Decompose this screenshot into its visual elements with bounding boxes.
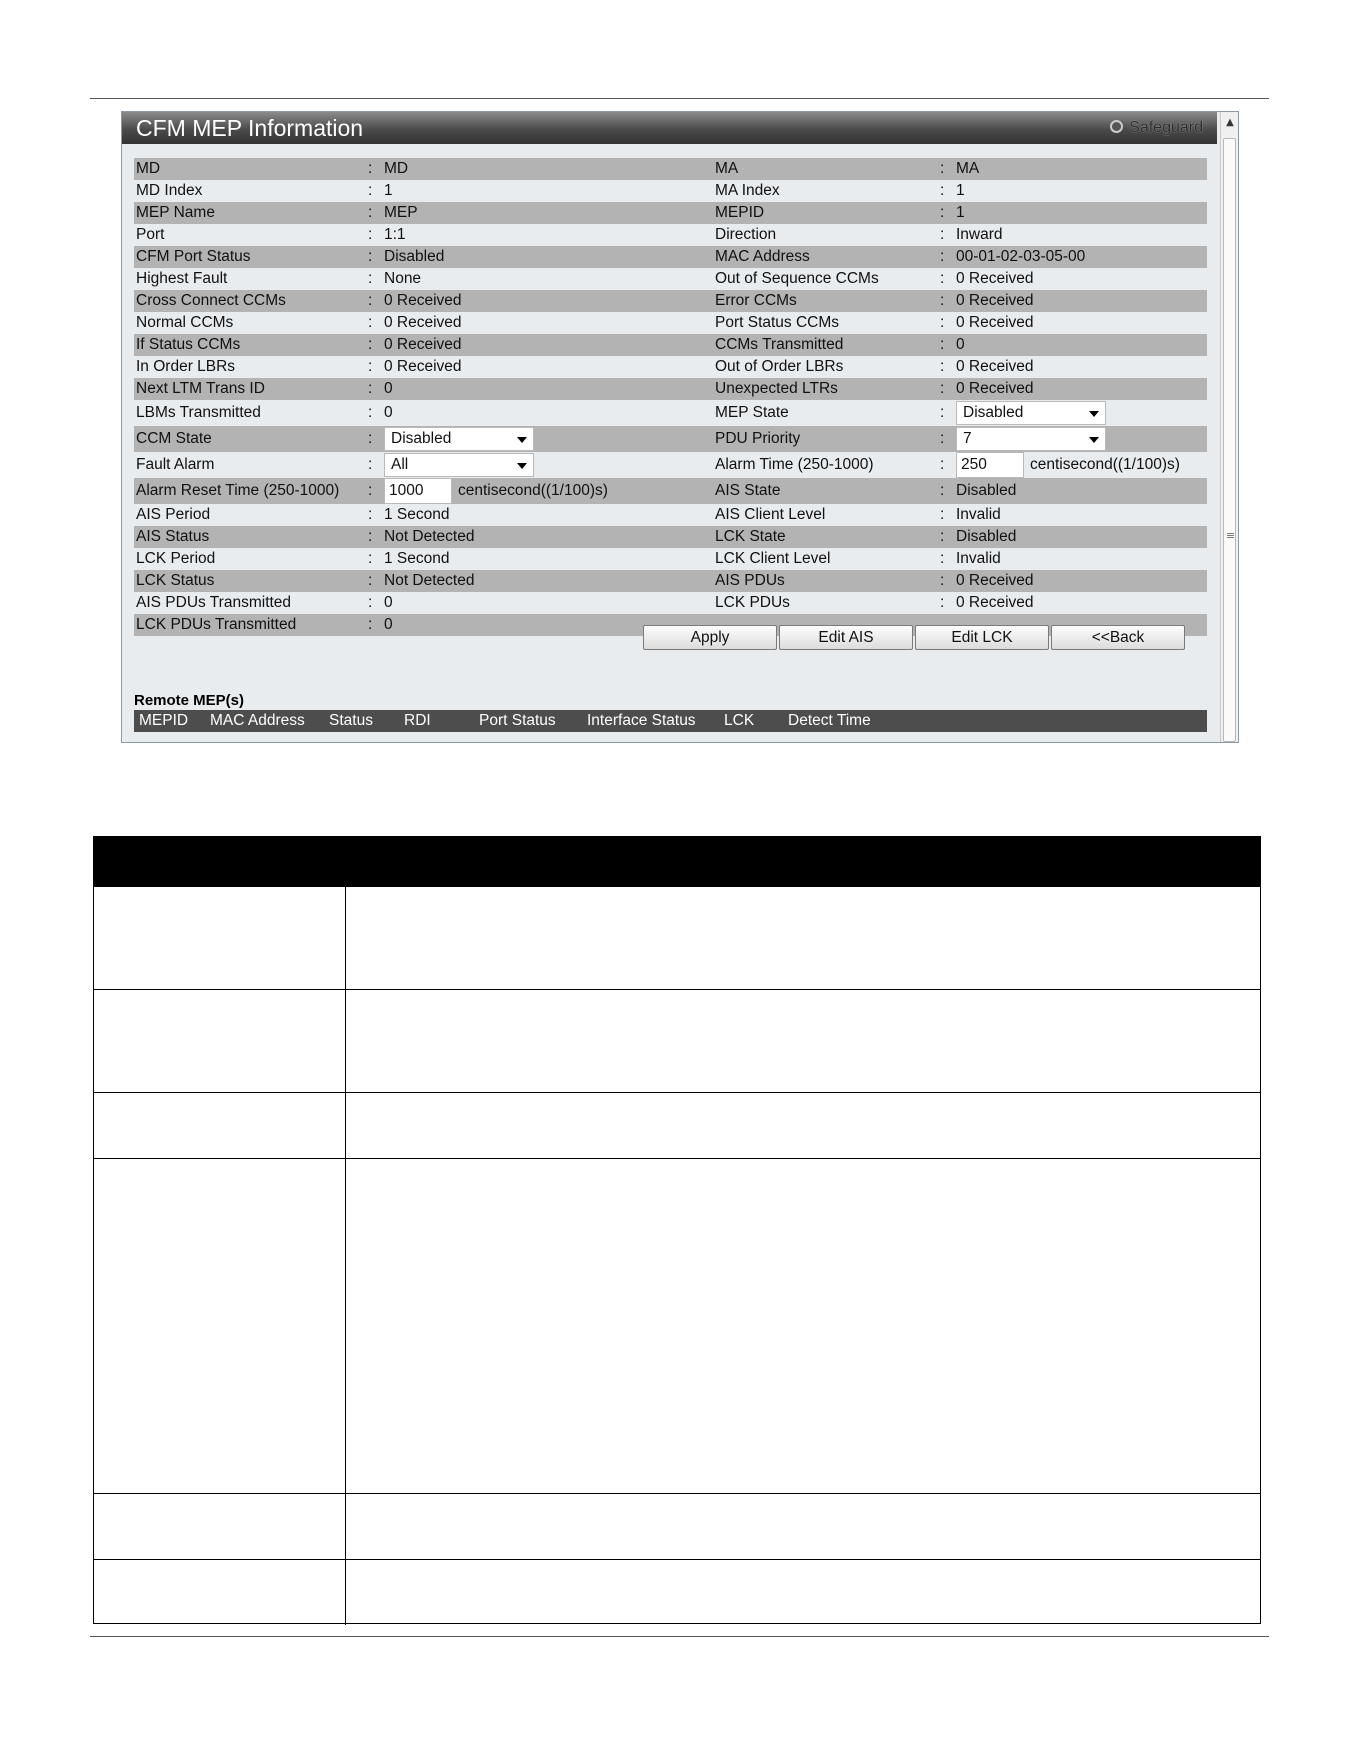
col-mepid: MEPID bbox=[139, 712, 189, 729]
label-left: Cross Connect CCMs bbox=[136, 292, 286, 309]
label-left: Port bbox=[136, 226, 165, 243]
value-left: None bbox=[384, 270, 422, 287]
value-left: 0 bbox=[384, 594, 393, 611]
window-titlebar bbox=[122, 112, 1217, 144]
colon: : bbox=[368, 292, 373, 309]
colon: : bbox=[368, 430, 373, 447]
label-left: Next LTM Trans ID bbox=[136, 380, 265, 397]
doc-param-cell bbox=[94, 1494, 346, 1559]
mep-state-select[interactable] bbox=[956, 401, 1106, 425]
colon: : bbox=[368, 380, 373, 397]
colon: : bbox=[368, 182, 373, 199]
label-right: Unexpected LTRs bbox=[715, 380, 838, 397]
vertical-scrollbar[interactable] bbox=[1220, 112, 1238, 743]
row-fault-alarm bbox=[134, 452, 1207, 478]
colon: : bbox=[940, 528, 945, 545]
lbms-value: 0 bbox=[384, 404, 393, 421]
colon: : bbox=[368, 404, 373, 421]
value-left: 0 bbox=[384, 380, 393, 397]
colon: : bbox=[368, 482, 373, 499]
label-right: MAC Address bbox=[715, 248, 810, 265]
info-row bbox=[134, 290, 1207, 312]
col-detect-time: Detect Time bbox=[788, 712, 871, 729]
scroll-grip-icon: ≡ bbox=[1225, 529, 1236, 542]
info-row bbox=[134, 334, 1207, 356]
colon: : bbox=[940, 204, 945, 221]
col-status: Status bbox=[329, 712, 373, 729]
apply-button[interactable]: Apply bbox=[643, 625, 777, 650]
edit-lck-button[interactable]: Edit LCK bbox=[915, 625, 1049, 650]
page-top-rule bbox=[90, 98, 1269, 99]
page-bottom-rule bbox=[90, 1636, 1269, 1637]
label-left: MD bbox=[136, 160, 161, 177]
cfm-mep-window bbox=[121, 111, 1239, 743]
label-left: MEP Name bbox=[136, 204, 215, 221]
label-right: MEPID bbox=[715, 204, 765, 221]
lbms-label: LBMs Transmitted bbox=[136, 404, 261, 421]
colon: : bbox=[368, 456, 373, 473]
label-left: AIS PDUs Transmitted bbox=[136, 594, 292, 611]
label-left: In Order LBRs bbox=[136, 358, 236, 375]
value-right: 0 Received bbox=[956, 270, 1034, 287]
alarm-reset-input[interactable]: 1000 bbox=[384, 478, 452, 504]
mep-info-grid bbox=[134, 158, 1207, 636]
doc-table-row bbox=[94, 1158, 1260, 1493]
doc-param-cell bbox=[94, 990, 346, 1092]
fault-alarm-selected: All bbox=[391, 456, 409, 473]
label-left: Normal CCMs bbox=[136, 314, 234, 331]
label-left: AIS Period bbox=[136, 506, 211, 523]
label-right: LCK PDUs bbox=[715, 594, 790, 611]
back-button[interactable]: <<Back bbox=[1051, 625, 1185, 650]
dropdown-arrow-icon bbox=[517, 437, 527, 443]
colon: : bbox=[940, 594, 945, 611]
value-left: Not Detected bbox=[384, 528, 475, 545]
doc-param-cell bbox=[94, 1560, 346, 1625]
colon: : bbox=[940, 182, 945, 199]
info-row bbox=[134, 312, 1207, 334]
value-left: 1 Second bbox=[384, 506, 450, 523]
value-right: 0 Received bbox=[956, 380, 1034, 397]
pdu-priority-label: PDU Priority bbox=[715, 430, 801, 447]
info-row bbox=[134, 356, 1207, 378]
doc-table-row bbox=[94, 1493, 1260, 1559]
label-right: Out of Order LBRs bbox=[715, 358, 844, 375]
label-right: MA Index bbox=[715, 182, 780, 199]
info-row bbox=[134, 548, 1207, 570]
value-left: 0 Received bbox=[384, 358, 462, 375]
label-right: CCMs Transmitted bbox=[715, 336, 844, 353]
colon: : bbox=[368, 616, 373, 633]
label-left: AIS Status bbox=[136, 528, 210, 545]
colon: : bbox=[940, 160, 945, 177]
alarm-time-label: Alarm Time (250-1000) bbox=[715, 456, 874, 473]
ccm-state-selected: Disabled bbox=[391, 430, 452, 447]
colon: : bbox=[940, 572, 945, 589]
colon: : bbox=[940, 314, 945, 331]
fault-alarm-select[interactable] bbox=[384, 453, 534, 477]
colon: : bbox=[940, 404, 945, 421]
doc-param-cell bbox=[94, 1159, 346, 1493]
doc-param-cell bbox=[94, 887, 346, 989]
value-right: 0 Received bbox=[956, 594, 1034, 611]
edit-ais-button[interactable]: Edit AIS bbox=[779, 625, 913, 650]
colon: : bbox=[368, 204, 373, 221]
col-port-status: Port Status bbox=[479, 712, 556, 729]
value-right: 0 Received bbox=[956, 572, 1034, 589]
label-left: LCK Period bbox=[136, 550, 216, 567]
label-left: LCK PDUs Transmitted bbox=[136, 616, 297, 633]
remote-mep-title: Remote MEP(s) bbox=[134, 692, 245, 709]
pdu-priority-select[interactable] bbox=[956, 427, 1106, 451]
info-row bbox=[134, 526, 1207, 548]
label-right: AIS PDUs bbox=[715, 572, 785, 589]
mep-state-selected: Disabled bbox=[963, 404, 1024, 421]
dropdown-arrow-icon bbox=[517, 463, 527, 469]
label-right: LCK Client Level bbox=[715, 550, 831, 567]
value-left: 1 Second bbox=[384, 550, 450, 567]
colon: : bbox=[940, 270, 945, 287]
label-right: AIS Client Level bbox=[715, 506, 826, 523]
colon: : bbox=[368, 572, 373, 589]
colon: : bbox=[940, 248, 945, 265]
pdu-priority-selected: 7 bbox=[963, 430, 972, 447]
value-left: 1 bbox=[384, 182, 393, 199]
colon: : bbox=[940, 336, 945, 353]
value-right: Invalid bbox=[956, 550, 1001, 567]
colon: : bbox=[940, 358, 945, 375]
value-left: MEP bbox=[384, 204, 418, 221]
value-left: 0 Received bbox=[384, 292, 462, 309]
doc-table-row bbox=[94, 989, 1260, 1092]
colon: : bbox=[368, 594, 373, 611]
value-right: Inward bbox=[956, 226, 1003, 243]
value-right: 1 bbox=[956, 204, 965, 221]
alarm-time-unit: centisecond((1/100)s) bbox=[1030, 456, 1180, 473]
value-right: Disabled bbox=[956, 528, 1017, 545]
info-row bbox=[134, 224, 1207, 246]
colon: : bbox=[940, 550, 945, 567]
safeguard-label: Safeguard bbox=[1129, 119, 1203, 136]
colon: : bbox=[368, 336, 373, 353]
ccm-state-label: CCM State bbox=[136, 430, 212, 447]
value-right: 1 bbox=[956, 182, 965, 199]
label-right: Direction bbox=[715, 226, 777, 243]
alarm-reset-unit: centisecond((1/100)s) bbox=[458, 482, 608, 499]
value-left: Not Detected bbox=[384, 572, 475, 589]
value-right: 0 Received bbox=[956, 358, 1034, 375]
colon: : bbox=[368, 314, 373, 331]
info-row bbox=[134, 378, 1207, 400]
row-alarm-reset bbox=[134, 478, 1207, 504]
remote-mep-table-header bbox=[134, 710, 1207, 732]
label-left: CFM Port Status bbox=[136, 248, 251, 265]
label-right: Port Status CCMs bbox=[715, 314, 840, 331]
info-row bbox=[134, 246, 1207, 268]
value-right: 0 Received bbox=[956, 314, 1034, 331]
doc-table-header bbox=[94, 837, 1260, 886]
label-left: LCK Status bbox=[136, 572, 215, 589]
value-left: 0 Received bbox=[384, 314, 462, 331]
safeguard-indicator[interactable] bbox=[1110, 112, 1203, 144]
dropdown-arrow-icon bbox=[1089, 411, 1099, 417]
colon: : bbox=[368, 358, 373, 375]
info-row bbox=[134, 504, 1207, 526]
colon: : bbox=[940, 430, 945, 447]
info-row bbox=[134, 202, 1207, 224]
label-left: If Status CCMs bbox=[136, 336, 241, 353]
row-ccm-state bbox=[134, 426, 1207, 452]
col-rdi: RDI bbox=[404, 712, 431, 729]
value-right: 0 Received bbox=[956, 292, 1034, 309]
label-right: Error CCMs bbox=[715, 292, 797, 309]
label-right: Out of Sequence CCMs bbox=[715, 270, 879, 287]
col-interface-status: Interface Status bbox=[587, 712, 696, 729]
value-left: 0 bbox=[384, 616, 393, 633]
doc-table-row bbox=[94, 886, 1260, 989]
value-right: 0 bbox=[956, 336, 965, 353]
colon: : bbox=[940, 456, 945, 473]
doc-table-row bbox=[94, 1092, 1260, 1158]
alarm-time-input[interactable]: 250 bbox=[956, 452, 1024, 478]
doc-param-cell bbox=[94, 1093, 346, 1158]
colon: : bbox=[940, 226, 945, 243]
colon: : bbox=[368, 528, 373, 545]
label-right: LCK State bbox=[715, 528, 786, 545]
colon: : bbox=[940, 292, 945, 309]
colon: : bbox=[940, 380, 945, 397]
value-right: 00-01-02-03-05-00 bbox=[956, 248, 1086, 265]
col-lck: LCK bbox=[724, 712, 755, 729]
value-right: Invalid bbox=[956, 506, 1001, 523]
label-left: Highest Fault bbox=[136, 270, 228, 287]
colon: : bbox=[368, 506, 373, 523]
alarm-reset-label: Alarm Reset Time (250-1000) bbox=[136, 482, 340, 499]
colon: : bbox=[368, 270, 373, 287]
info-row bbox=[134, 268, 1207, 290]
row-lbms bbox=[134, 400, 1207, 426]
safeguard-icon bbox=[1110, 120, 1123, 133]
colon: : bbox=[368, 550, 373, 567]
colon: : bbox=[940, 506, 945, 523]
mep-state-label: MEP State bbox=[715, 404, 789, 421]
parameter-description-table bbox=[93, 836, 1261, 1624]
info-row bbox=[134, 158, 1207, 180]
label-right: MA bbox=[715, 160, 739, 177]
info-row bbox=[134, 592, 1207, 614]
colon: : bbox=[940, 482, 945, 499]
info-row bbox=[134, 180, 1207, 202]
doc-table-row bbox=[94, 1559, 1260, 1625]
ais-state-value: Disabled bbox=[956, 482, 1017, 499]
ccm-state-select[interactable] bbox=[384, 427, 534, 451]
ais-state-label: AIS State bbox=[715, 482, 781, 499]
col-mac-address: MAC Address bbox=[210, 712, 305, 729]
colon: : bbox=[368, 226, 373, 243]
colon: : bbox=[368, 248, 373, 265]
scroll-thumb[interactable] bbox=[1223, 138, 1236, 742]
value-left: 1:1 bbox=[384, 226, 406, 243]
value-left: 0 Received bbox=[384, 336, 462, 353]
colon: : bbox=[368, 160, 373, 177]
window-title: CFM MEP Information bbox=[136, 115, 364, 141]
dropdown-arrow-icon bbox=[1089, 437, 1099, 443]
value-left: MD bbox=[384, 160, 409, 177]
value-left: Disabled bbox=[384, 248, 445, 265]
info-row bbox=[134, 570, 1207, 592]
value-right: MA bbox=[956, 160, 980, 177]
label-left: MD Index bbox=[136, 182, 203, 199]
scroll-up-arrow-icon[interactable]: ▲ bbox=[1226, 117, 1234, 128]
fault-alarm-label: Fault Alarm bbox=[136, 456, 215, 473]
